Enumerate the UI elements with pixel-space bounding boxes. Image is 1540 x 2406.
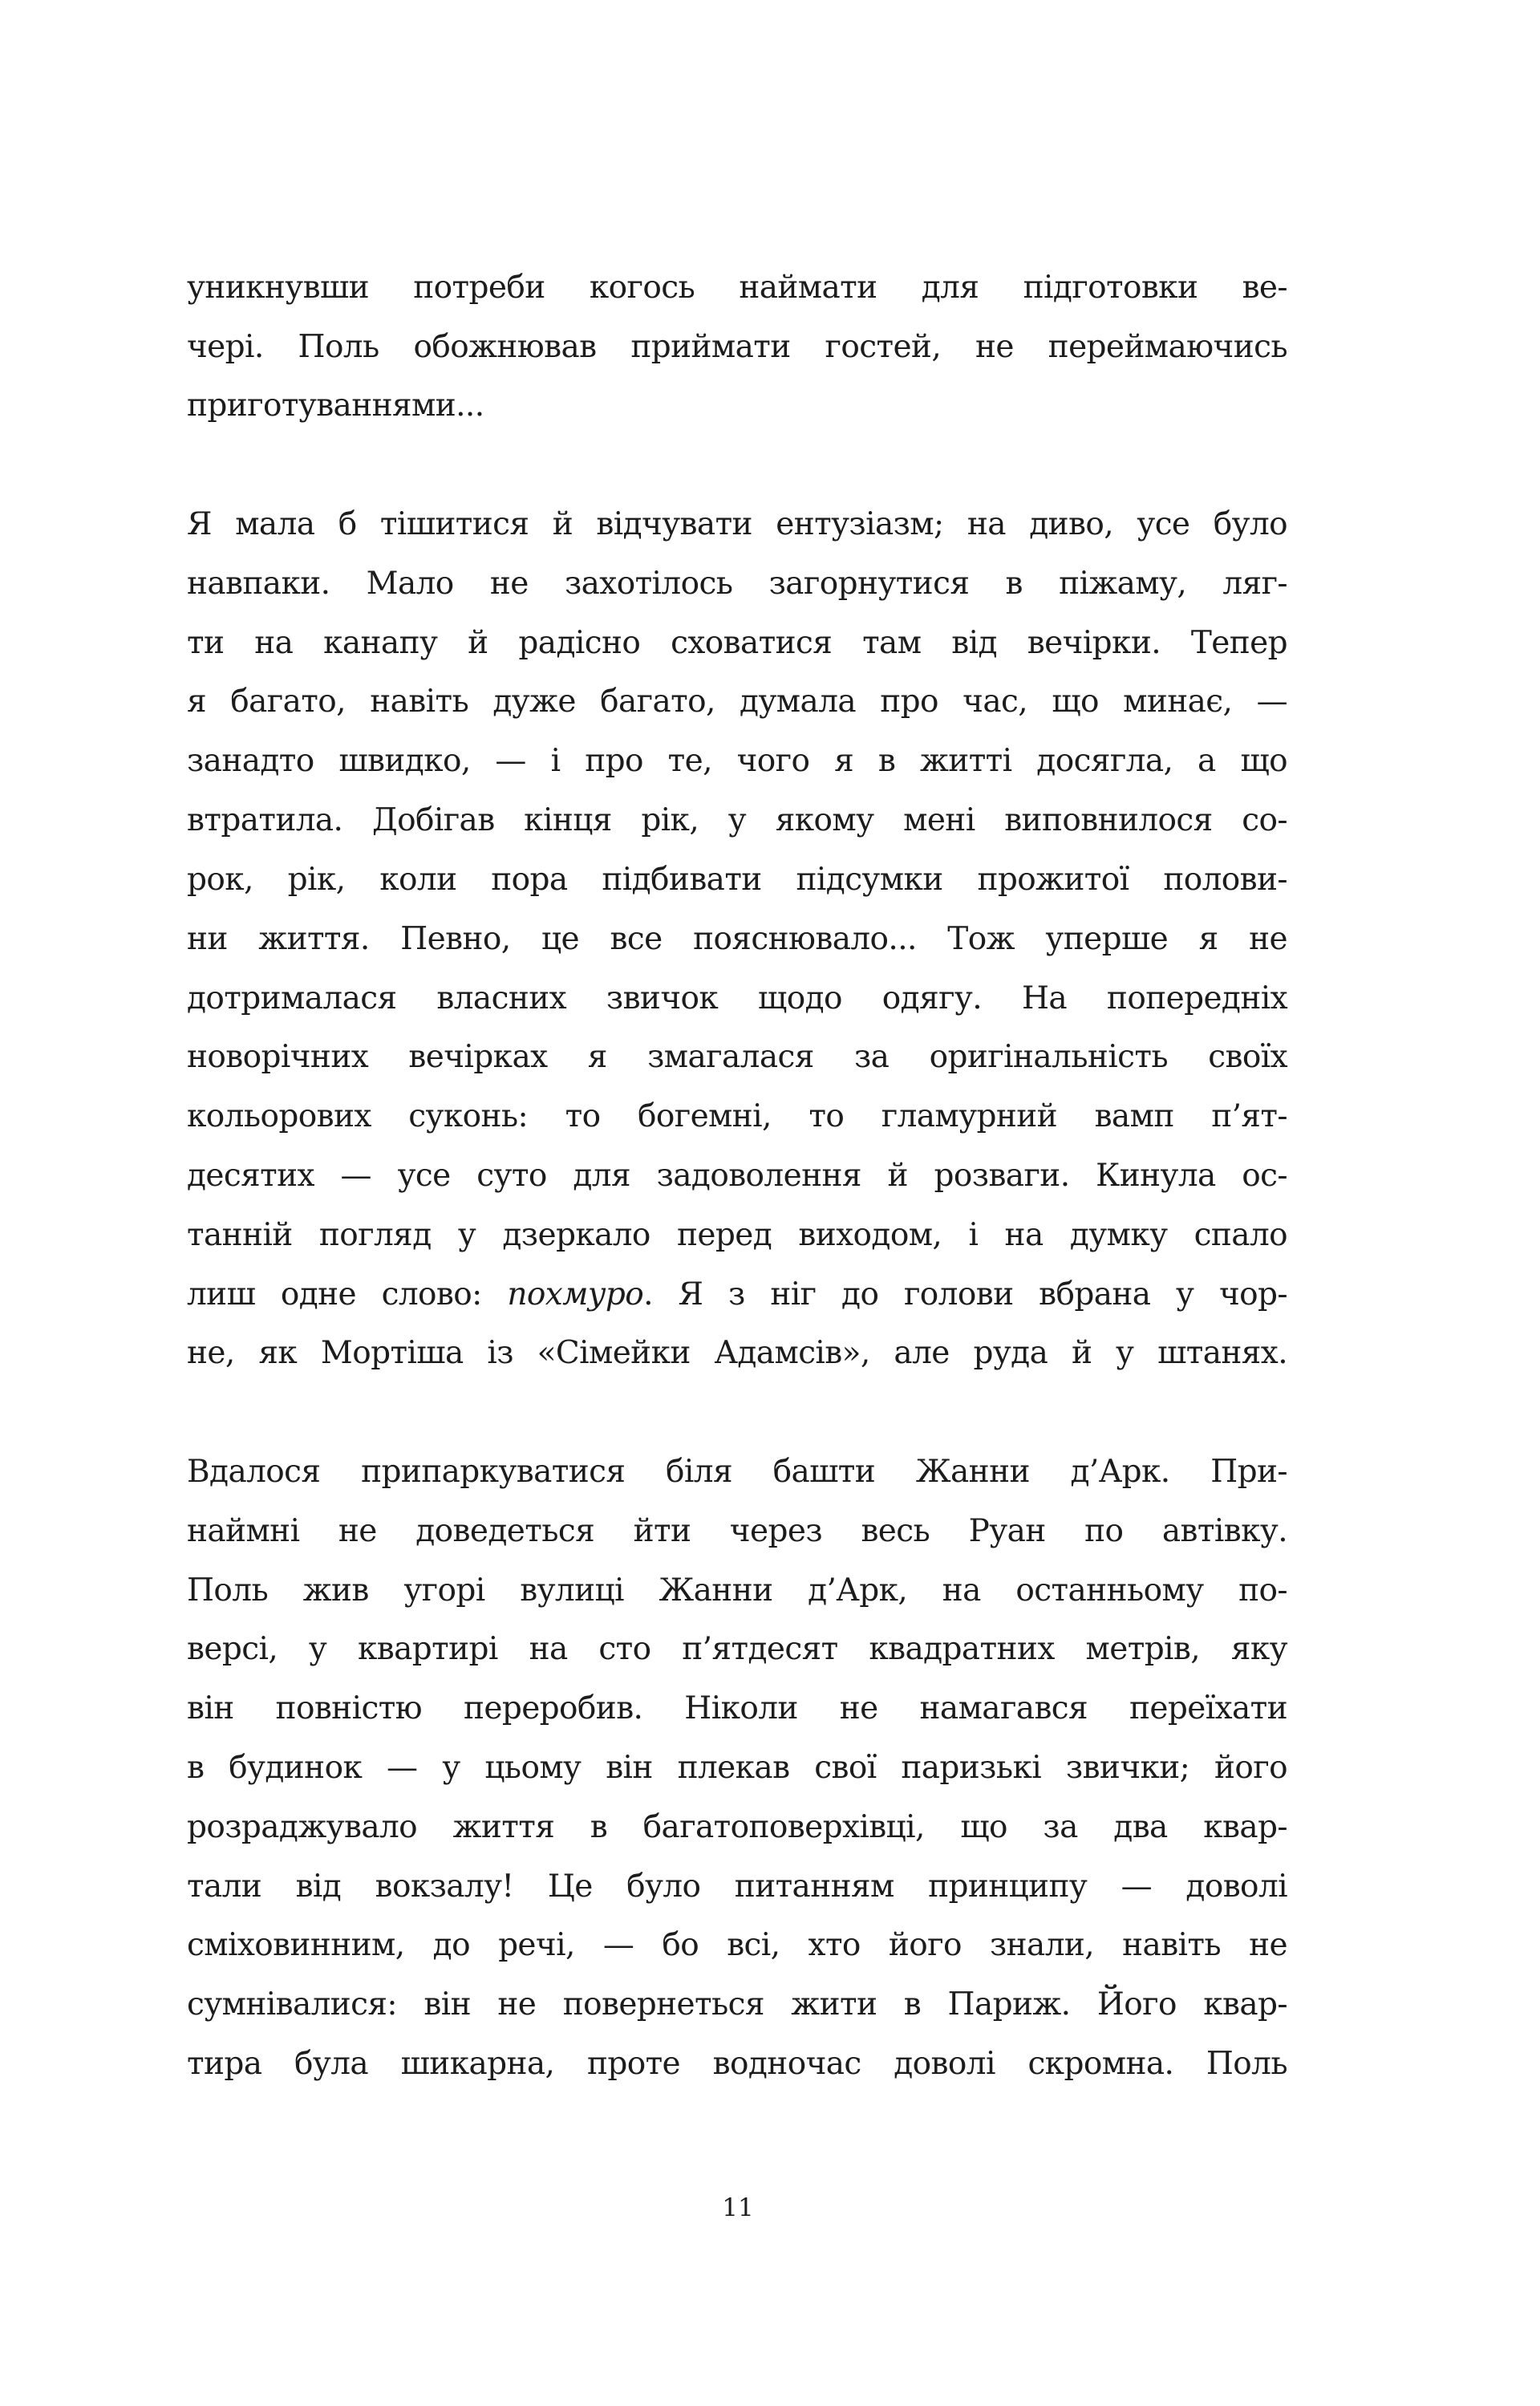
paragraph-2-line-9: дотрималася власних звичок щодо одягу. На попередніх <box>187 980 1287 1016</box>
paragraph-1-line-3: приготуваннями... <box>187 387 484 424</box>
paragraph-3-line-11: тира була шикарна, проте водночас доволі скромна. Поль <box>187 2046 1287 2082</box>
paragraph-3-line-1: Вдалося припаркуватися біля башти Жанни д’Арк. При- <box>187 1454 1287 1490</box>
paragraph-3-line-3: Поль жив угорі вулиці Жанни д’Арк, на останньому по- <box>187 1572 1287 1609</box>
paragraph-2-line-12: десятих — усе суто для задоволення й розваги. Кинула ос- <box>187 1158 1287 1194</box>
paragraph-3-line-10: сумнівалися: він не повернеться жити в Париж. Його квар- <box>187 1986 1287 2023</box>
paragraph-3-line-6: в будинок — у цьому він плекав свої паризькі звички; його <box>187 1750 1287 1786</box>
paragraph-2-line-6: втратила. Добігав кінця рік, у якому мені виповнилося со- <box>187 802 1287 838</box>
paragraph-2-line-1: Я мала б тішитися й відчувати ентузіазм; на диво, усе було <box>187 506 1287 542</box>
paragraph-2-line-3: ти на канапу й радісно сховатися там від вечірки. Тепер <box>187 625 1287 661</box>
page-number: 11 <box>722 2193 754 2222</box>
paragraph-2-line-15: не, як Мортіша із «Сімейки Адамсів», але руда й у штанях. <box>187 1335 1287 1371</box>
paragraph-3-line-8: тали від вокзалу! Це було питанням принципу — доволі <box>187 1868 1287 1905</box>
paragraph-3-line-7: розраджувало життя в багатоповерхівці, що за два квар- <box>187 1809 1287 1845</box>
paragraph-3-line-9: сміховинним, до речі, — бо всі, хто його знали, навіть не <box>187 1927 1287 1963</box>
line-text: лиш одне слово: <box>187 1276 508 1313</box>
paragraph-2-line-5: занадто швидко, — і про те, чого я в житті досягла, а що <box>187 743 1287 779</box>
paragraph-1-line-1: уникнувши потреби когось наймати для підготовки ве- <box>187 270 1287 306</box>
italic-word: похмуро <box>507 1276 644 1313</box>
paragraph-3-line-4: версі, у квартирі на сто п’ятдесят квадратних метрів, яку <box>187 1631 1287 1667</box>
paragraph-3-line-2: наймні не доведеться йти через весь Руан по автівку. <box>187 1513 1287 1549</box>
paragraph-2-line-2: навпаки. Мало не захотілось загорнутися в піжаму, ляг- <box>187 566 1287 602</box>
paragraph-2-line-8: ни життя. Певно, це все пояснювало... Тож уперше я не <box>187 921 1287 957</box>
paragraph-1-line-2: чері. Поль обожнював приймати гостей, не переймаючись <box>187 329 1287 365</box>
paragraph-2-line-7: рок, рік, коли пора підбивати підсумки прожитої полови- <box>187 862 1287 898</box>
paragraph-2-line-14 <box>187 1265 1287 1325</box>
paragraph-2-line-10: новорічних вечірках я змагалася за оригінальність своїх <box>187 1039 1287 1075</box>
paragraph-3-line-5: він повністю переробив. Ніколи не намагався переїхати <box>187 1690 1287 1726</box>
paragraph-2-line-11: кольорових суконь: то богемні, то гламурний вамп п’ят- <box>187 1098 1287 1134</box>
paragraph-2-line-4: я багато, навіть дуже багато, думала про час, що минає, — <box>187 684 1287 720</box>
line-text: . Я з ніг до голови вбрана у чор- <box>643 1276 1287 1313</box>
paragraph-2-line-13: танній погляд у дзеркало перед виходом, і на думку спало <box>187 1217 1287 1253</box>
